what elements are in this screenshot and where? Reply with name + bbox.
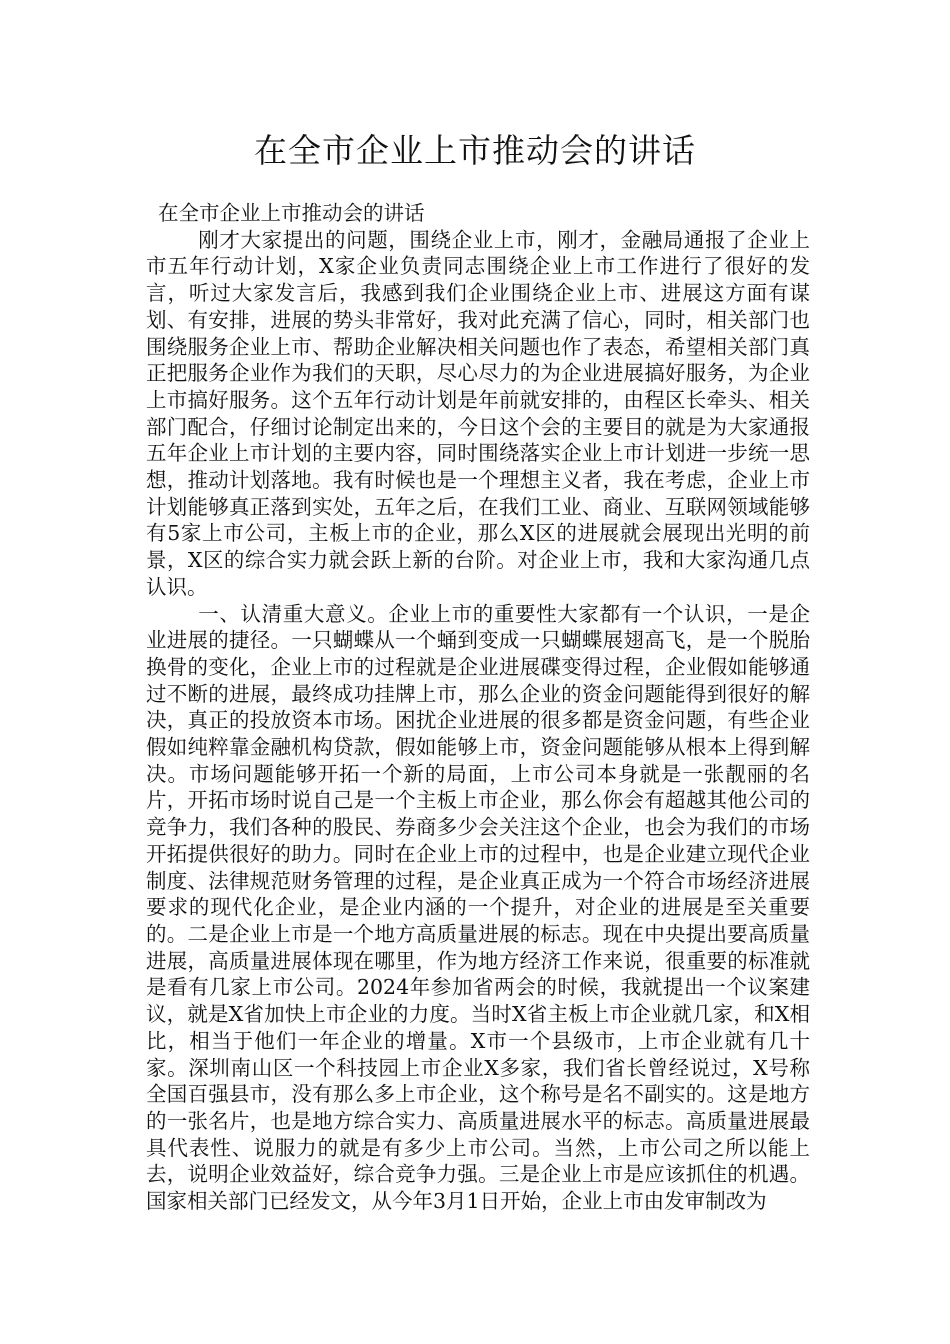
- document-body: [146, 200, 810, 1215]
- paragraph-significance: 一、认清重大意义。企业上市的重要性大家都有一个认识，一是企业进展的捷径。一只蝴蝶从一个蛹到变成一只蝴蝶展翅高飞，是一个脱胎换骨的变化，企业上市的过程就是企业进展碟变得过程，企业假如能够通过不断的进展，最终成功挂牌上市，那么企业的资金问题能得到很好的解决，真正的投放资本市场。困扰企业进展的很多都是资金问题，有些企业假如纯粹靠金融机构贷款，假如能够上市，资金问题能够从根本上得到解决。市场问题能够开拓一个新的局面，上市公司本身就是一张靓丽的名片，开拓市场时说自己是一个主板上市企业，那么你会有超越其他公司的竞争力，我们各种的股民、券商多少会关注这个企业，也会为我们的市场开拓提供很好的助力。同时在企业上市的过程中，也是企业建立现代企业制度、法律规范财务管理的过程，是企业真正成为一个符合市场经济进展要求的现代化企业，是企业内涵的一个提升，对企业的进展是至关重要的。二是企业上市是一个地方高质量进展的标志。现在中央提出要高质量进展，高质量进展体现在哪里，作为地方经济工作来说，很重要的标准就是看有几家上市公司。2024年参加省两会的时候，我就提出一个议案建议，就是X省加快上市企业的力度。当时X省主板上市企业就几家，和X相比，相当于他们一年企业的增量。X市一个县级市，上市企业就有几十家。深圳南山区一个科技园上市企业X多家，我们省长曾经说过，X号称全国百强县市，没有那么多上市企业，这个称号是名不副实的。这是地方的一张名片，也是地方综合实力、高质量进展水平的标志。高质量进展最具代表性、说服力的就是有多少上市公司。当然，上市公司之所以能上去，说明企业效益好，综合竞争力强。三是企业上市是应该抓住的机遇。国家相关部门已经发文，从今年3月1日开始，企业上市由发审制改为: [146, 601, 810, 1214]
- document-subtitle: 在全市企业上市推动会的讲话: [158, 201, 425, 225]
- document-title: 在全市企业上市推动会的讲话: [254, 131, 696, 170]
- paragraph-opening: 刚才大家提出的问题，围绕企业上市，刚才，金融局通报了企业上市五年行动计划，X家企业负责同志围绕企业上市工作进行了很好的发言，听过大家发言后，我感到我们企业围绕企业上市、进展这方面有谋划、有安排，进展的势头非常好，我对此充满了信心，同时，相关部门也围绕服务企业上市、帮助企业解决相关问题也作了表态，希望相关部门真正把服务企业作为我们的天职，尽心尽力的为企业进展搞好服务，为企业上市搞好服务。这个五年行动计划是年前就安排的，由程区长牵头、相关部门配合，仔细讨论制定出来的，今日这个会的主要目的就是为大家通报五年企业上市计划的主要内容，同时围绕落实企业上市计划进一步统一思想，推动计划落地。我有时候也是一个理想主义者，我在考虑，企业上市计划能够真正落到实处，五年之后，在我们工业、商业、互联网领域能够有5家上市公司，主板上市的企业，那么X区的进展就会展现出光明的前景，X区的综合实力就会跃上新的台阶。对企业上市，我和大家沟通几点认识。: [146, 227, 810, 599]
